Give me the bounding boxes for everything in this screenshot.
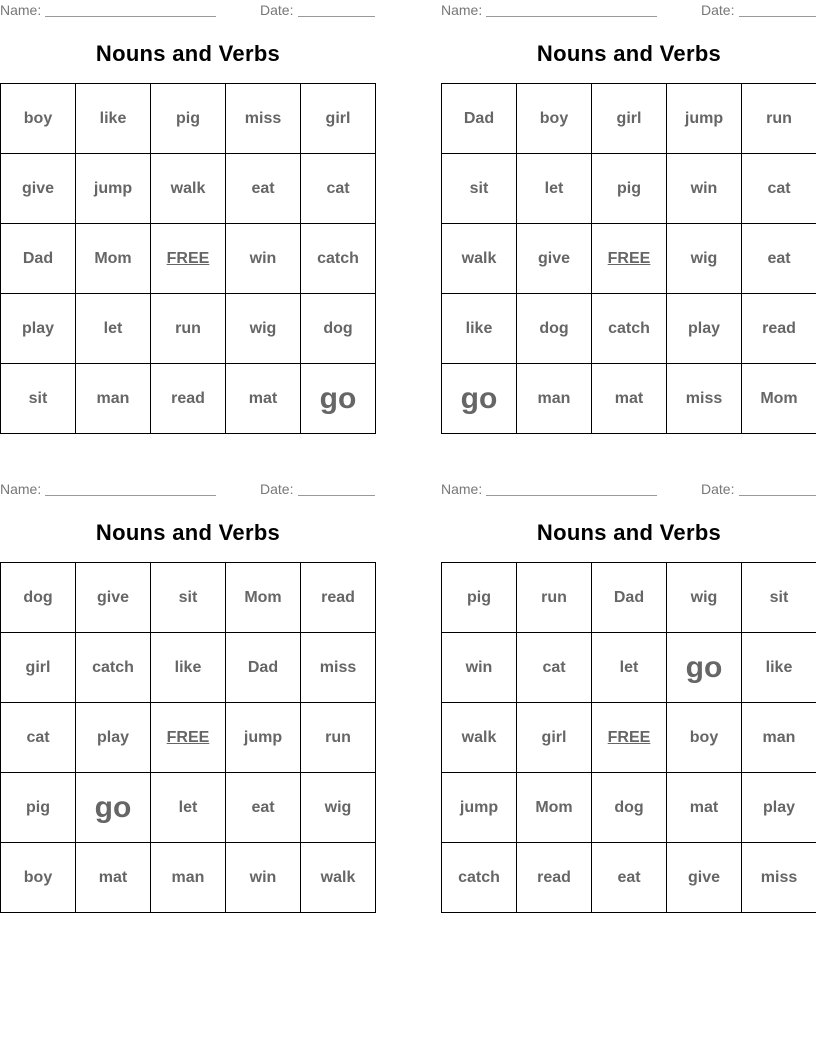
grid-cell: dog [592, 773, 667, 843]
grid-cell: catch [592, 294, 667, 364]
grid-cell: let [76, 294, 151, 364]
grid-row [1, 563, 376, 633]
grid-row [1, 843, 376, 913]
grid-cell: like [151, 633, 226, 703]
grid-row [442, 703, 816, 773]
grid-cell: read [742, 294, 816, 364]
grid-cell: miss [742, 843, 816, 913]
grid-row [1, 633, 376, 703]
grid-cell: eat [226, 154, 301, 224]
free-space-cell: FREE [592, 703, 667, 773]
bingo-card [0, 479, 376, 919]
name-line [486, 495, 657, 496]
grid-row [442, 773, 816, 843]
grid-cell: read [301, 563, 376, 633]
grid-cell: Dad [442, 84, 517, 154]
grid-cell: man [151, 843, 226, 913]
grid-cell: dog [1, 563, 76, 633]
free-space-cell: FREE [151, 703, 226, 773]
bingo-grid [0, 83, 376, 434]
grid-cell: sit [151, 563, 226, 633]
grid-cell: play [742, 773, 816, 843]
grid-cell: like [76, 84, 151, 154]
grid-cell: mat [76, 843, 151, 913]
grid-row [442, 154, 816, 224]
grid-cell: walk [151, 154, 226, 224]
grid-cell: run [301, 703, 376, 773]
grid-row [1, 773, 376, 843]
grid-row [1, 224, 376, 294]
grid-row [442, 633, 816, 703]
grid-cell: jump [442, 773, 517, 843]
card-title: Nouns and Verbs [95, 520, 281, 545]
grid-cell: let [517, 154, 592, 224]
date-line [298, 495, 375, 496]
grid-cell: cat [742, 154, 816, 224]
grid-row [1, 364, 376, 434]
grid-cell: go [667, 633, 742, 703]
grid-cell: win [226, 843, 301, 913]
grid-cell: eat [742, 224, 816, 294]
grid-cell: pig [592, 154, 667, 224]
grid-cell: give [667, 843, 742, 913]
bingo-grid [441, 562, 816, 913]
grid-cell: dog [517, 294, 592, 364]
grid-cell: play [667, 294, 742, 364]
grid-cell: go [76, 773, 151, 843]
grid-cell: let [151, 773, 226, 843]
grid-cell: read [151, 364, 226, 434]
grid-cell: dog [301, 294, 376, 364]
grid-cell: boy [1, 84, 76, 154]
card-title: Nouns and Verbs [536, 520, 722, 545]
bingo-card [441, 479, 816, 919]
grid-cell: boy [517, 84, 592, 154]
grid-row [1, 294, 376, 364]
grid-cell: Mom [517, 773, 592, 843]
grid-cell: run [517, 563, 592, 633]
date-line [739, 16, 816, 17]
grid-cell: jump [226, 703, 301, 773]
grid-cell: girl [517, 703, 592, 773]
grid-cell: eat [226, 773, 301, 843]
grid-cell: go [301, 364, 376, 434]
grid-cell: give [76, 563, 151, 633]
grid-cell: catch [442, 843, 517, 913]
grid-cell: win [667, 154, 742, 224]
grid-cell: girl [592, 84, 667, 154]
grid-row [442, 224, 816, 294]
grid-cell: cat [1, 703, 76, 773]
bingo-grid [0, 562, 376, 913]
grid-row [1, 703, 376, 773]
grid-row [1, 84, 376, 154]
grid-cell: Dad [1, 224, 76, 294]
date-label: Date: [260, 2, 294, 18]
name-label: Name: [0, 481, 42, 497]
grid-cell: let [592, 633, 667, 703]
grid-cell: go [442, 364, 517, 434]
grid-cell: win [442, 633, 517, 703]
grid-cell: catch [76, 633, 151, 703]
grid-cell: pig [442, 563, 517, 633]
name-line [45, 16, 216, 17]
grid-cell: wig [226, 294, 301, 364]
card-header [0, 481, 376, 499]
name-line [45, 495, 216, 496]
card-header [441, 2, 816, 20]
grid-cell: walk [442, 224, 517, 294]
bingo-grid [441, 83, 816, 434]
grid-cell: play [76, 703, 151, 773]
grid-cell: miss [226, 84, 301, 154]
free-space-cell: FREE [151, 224, 226, 294]
grid-cell: eat [592, 843, 667, 913]
date-label: Date: [701, 2, 735, 18]
grid-cell: miss [301, 633, 376, 703]
grid-cell: man [742, 703, 816, 773]
bingo-card [441, 0, 816, 440]
grid-cell: Mom [742, 364, 816, 434]
grid-cell: walk [301, 843, 376, 913]
grid-cell: miss [667, 364, 742, 434]
grid-cell: pig [151, 84, 226, 154]
card-title: Nouns and Verbs [95, 41, 281, 66]
grid-cell: girl [301, 84, 376, 154]
grid-row [442, 364, 816, 434]
grid-cell: wig [667, 563, 742, 633]
card-header [0, 2, 376, 20]
grid-cell: jump [667, 84, 742, 154]
free-space-cell: FREE [592, 224, 667, 294]
grid-cell: catch [301, 224, 376, 294]
grid-cell: run [151, 294, 226, 364]
grid-row [1, 154, 376, 224]
grid-cell: boy [1, 843, 76, 913]
grid-cell: mat [592, 364, 667, 434]
grid-cell: girl [1, 633, 76, 703]
grid-cell: wig [667, 224, 742, 294]
name-label: Name: [441, 2, 483, 18]
grid-cell: read [517, 843, 592, 913]
grid-cell: Mom [76, 224, 151, 294]
grid-cell: pig [1, 773, 76, 843]
grid-cell: run [742, 84, 816, 154]
grid-row [442, 563, 816, 633]
grid-cell: play [1, 294, 76, 364]
grid-cell: sit [742, 563, 816, 633]
grid-cell: Mom [226, 563, 301, 633]
grid-cell: cat [301, 154, 376, 224]
grid-row [442, 294, 816, 364]
date-line [298, 16, 375, 17]
grid-cell: Dad [226, 633, 301, 703]
grid-cell: cat [517, 633, 592, 703]
grid-cell: give [1, 154, 76, 224]
grid-cell: mat [667, 773, 742, 843]
grid-cell: man [517, 364, 592, 434]
grid-cell: mat [226, 364, 301, 434]
bingo-card [0, 0, 376, 440]
grid-cell: boy [667, 703, 742, 773]
grid-cell: wig [301, 773, 376, 843]
grid-cell: jump [76, 154, 151, 224]
name-label: Name: [441, 481, 483, 497]
grid-cell: man [76, 364, 151, 434]
grid-cell: give [517, 224, 592, 294]
grid-cell: walk [442, 703, 517, 773]
name-label: Name: [0, 2, 42, 18]
card-header [441, 481, 816, 499]
date-label: Date: [701, 481, 735, 497]
grid-cell: like [742, 633, 816, 703]
grid-cell: sit [1, 364, 76, 434]
date-line [739, 495, 816, 496]
grid-cell: win [226, 224, 301, 294]
grid-cell: like [442, 294, 517, 364]
grid-cell: sit [442, 154, 517, 224]
grid-row [442, 843, 816, 913]
grid-row [442, 84, 816, 154]
name-line [486, 16, 657, 17]
grid-cell: Dad [592, 563, 667, 633]
date-label: Date: [260, 481, 294, 497]
card-title: Nouns and Verbs [536, 41, 722, 66]
